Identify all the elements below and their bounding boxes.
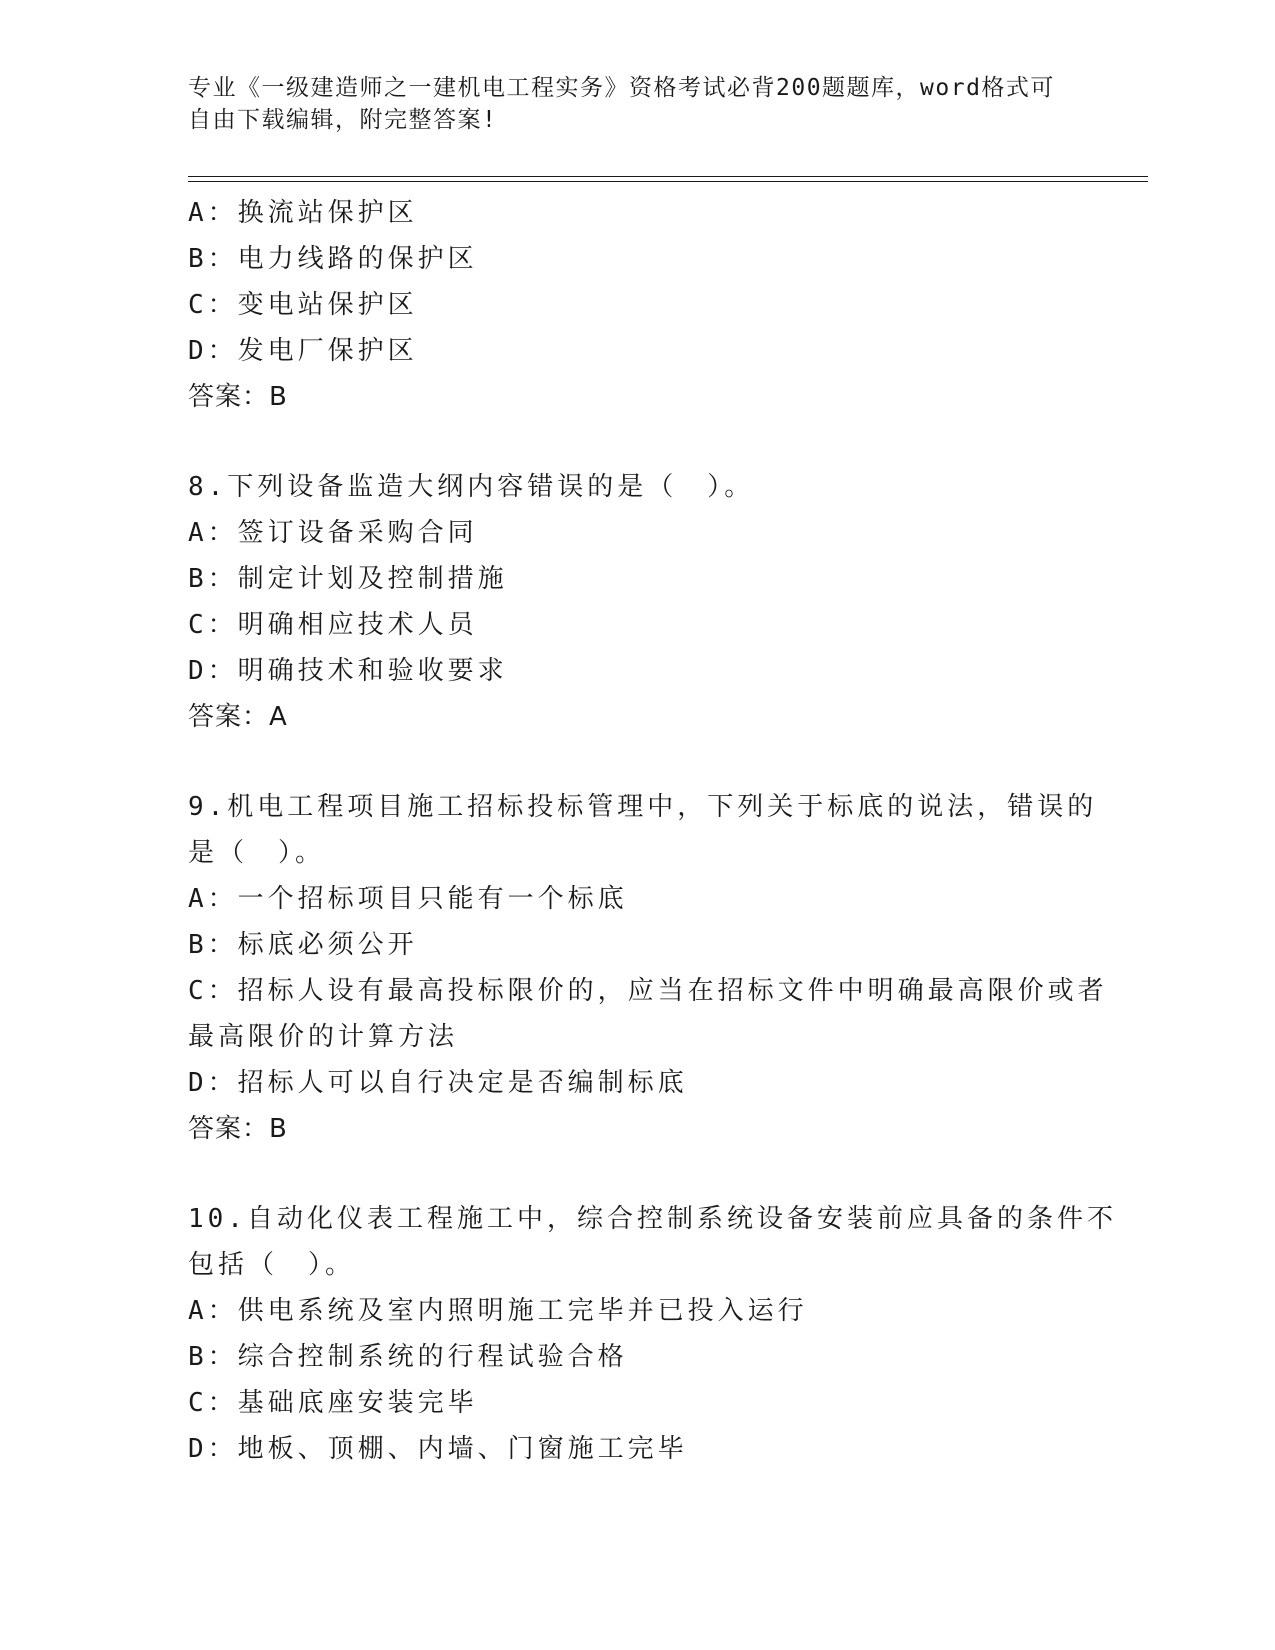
question-stem-line-2: 是（ ）。 <box>188 838 326 868</box>
option-a: A：一个招标项目只能有一个标底 <box>188 884 628 914</box>
option-c: C：基础底座安装完毕 <box>188 1388 478 1418</box>
question-stem: 8.下列设备监造大纲内容错误的是（ ）。 <box>188 472 755 502</box>
answer: 答案：A <box>188 702 288 732</box>
option-b: B：标底必须公开 <box>188 930 418 960</box>
header-line-2: 自由下载编辑，附完整答案! <box>188 107 498 133</box>
header-divider-bottom <box>188 181 1148 182</box>
option-a: A：签订设备采购合同 <box>188 518 478 548</box>
option-d: D：地板、顶棚、内墙、门窗施工完毕 <box>188 1434 688 1464</box>
question-9 <box>188 784 1108 1152</box>
option-d: D：发电厂保护区 <box>188 336 418 366</box>
question-stem-line-1: 9.机电工程项目施工招标投标管理中，下列关于标底的说法，错误的 <box>188 792 1098 822</box>
header-line-1: 专业《一级建造师之一建机电工程实务》资格考试必背200题题库，word格式可 <box>188 75 1055 101</box>
option-b: B：制定计划及控制措施 <box>188 564 508 594</box>
option-c: C：明确相应技术人员 <box>188 610 478 640</box>
option-d: D：明确技术和验收要求 <box>188 656 508 686</box>
option-b: B：电力线路的保护区 <box>188 244 478 274</box>
option-c-line-1: C：招标人设有最高投标限价的，应当在招标文件中明确最高限价或者 <box>188 976 1108 1006</box>
answer: 答案：B <box>188 1114 288 1144</box>
option-b: B：综合控制系统的行程试验合格 <box>188 1342 628 1372</box>
question-7 <box>188 190 1088 420</box>
option-a: A：换流站保护区 <box>188 198 418 228</box>
answer: 答案：B <box>188 382 288 412</box>
document-header <box>188 72 1068 136</box>
option-c: C：变电站保护区 <box>188 290 418 320</box>
question-list <box>188 190 1117 1472</box>
question-stem-line-2: 包括（ ）。 <box>188 1250 356 1280</box>
header-divider-top <box>188 176 1148 177</box>
option-a: A：供电系统及室内照明施工完毕并已投入运行 <box>188 1296 808 1326</box>
option-c-line-2: 最高限价的计算方法 <box>188 1022 459 1052</box>
question-8 <box>188 464 1088 740</box>
option-d: D：招标人可以自行决定是否编制标底 <box>188 1068 688 1098</box>
question-stem-line-1: 10.自动化仪表工程施工中，综合控制系统设备安装前应具备的条件不 <box>188 1204 1117 1234</box>
question-10 <box>188 1196 1117 1472</box>
